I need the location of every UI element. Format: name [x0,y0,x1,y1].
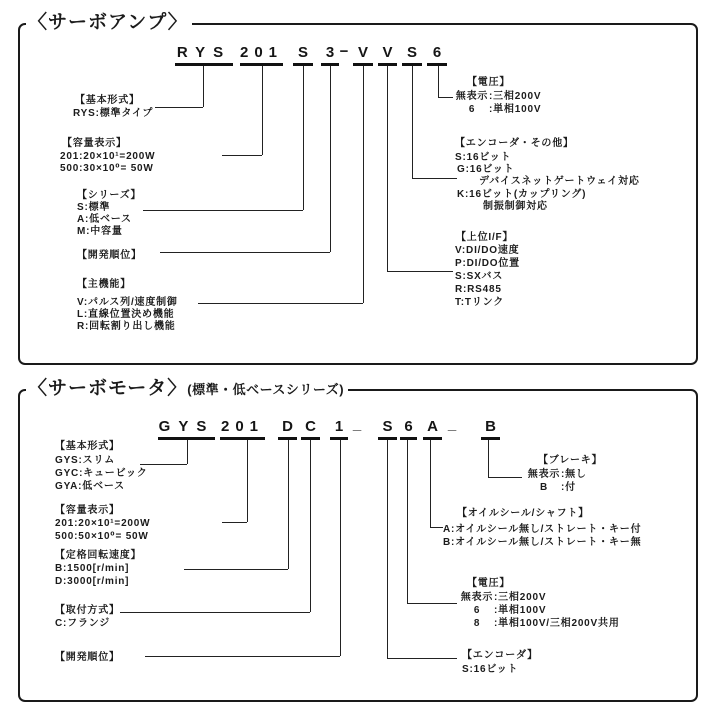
motor-speed-row: D:3000[r/min] [55,576,130,587]
connector-line [488,477,522,478]
connector-line [222,522,247,523]
option-label: :三相200V [494,592,547,603]
amp-code-mainfunc: V [357,44,368,61]
amp-encoder-row: S:16ビット [455,152,512,163]
amp-hostif-row: S:SXバス [455,271,504,282]
option-label: :付 [561,482,576,493]
servo-motor-title [26,376,348,402]
motor-code-separator: _ [352,416,362,433]
motor-capacity-title: 【容量表示】 [55,505,120,516]
motor-code-voltage: 6 [404,418,413,435]
code-underline [400,437,417,440]
motor-basic-title: 【基本形式】 [55,441,120,452]
amp-encoder-row: デバイスネットゲートウェイ対応 [479,176,640,187]
option-label: :単相100V [489,104,542,115]
amp-encoder-title: 【エンコーダ・その他】 [455,138,574,149]
connector-line [430,527,443,528]
amp-voltage-title: 【電圧】 [467,77,511,88]
motor-brake-title: 【ブレーキ】 [538,455,603,466]
connector-line [387,66,388,271]
option-label: :単相100V/三相200V共用 [494,618,620,629]
connector-line [438,66,439,97]
motor-brake-row [527,482,576,494]
connector-line [184,569,288,570]
motor-encoder-row: S:16ビット [462,664,519,675]
connector-line [412,178,457,179]
amp-code-dash: − [339,43,349,60]
connector-line [120,612,310,613]
amp-voltage-row [455,91,541,103]
amp-basic-title: 【基本形式】 [75,95,140,106]
connector-line [310,440,311,612]
code-underline [175,63,233,66]
connector-line [387,271,453,272]
connector-line [247,440,248,522]
connector-line [155,107,203,108]
motor-basic-row: GYA:低ベース [55,481,125,492]
option-code: 無表示 [455,91,489,102]
connector-line [303,66,304,210]
amp-capacity-row: 500:30×10⁰= 50W [60,163,154,174]
motor-code-separator: _ [447,416,457,433]
connector-line [387,440,388,658]
amp-hostif-row: T:Tリンク [455,297,505,308]
amp-series-row: M:中容量 [77,226,123,237]
amp-mainfunc-title: 【主機能】 [77,279,131,290]
option-label: :三相200V [489,91,542,102]
motor-oilseal-row: A:オイルシール無し/ストレート・キー付 [443,524,642,535]
option-code: 無表示 [527,469,561,480]
connector-line [387,658,457,659]
option-code: 6 [468,104,476,115]
option-code: 8 [473,618,481,629]
connector-line [143,210,303,211]
option-label: :無し [561,469,587,480]
motor-code-devorder: 1 [334,418,344,435]
connector-line [407,440,408,603]
code-underline [220,437,265,440]
connector-line [262,66,263,155]
amp-encoder-row: 制振制御対応 [483,201,548,212]
connector-line [140,464,187,465]
amp-hostif-row: R:RS485 [455,284,502,295]
motor-capacity-row: 500:50×10⁰= 50W [55,531,149,542]
motor-code-brake: B [485,418,496,435]
motor-voltage-row [460,605,546,617]
amp-code-series: S [297,44,308,61]
option-code: 無表示 [460,592,494,603]
code-underline [423,437,442,440]
amp-mainfunc-row: L:直線位置決め機能 [77,309,175,320]
connector-line [203,66,204,107]
servo-motor-title-sub: (標準・低ベースシリーズ) [187,382,345,397]
connector-line [288,440,289,569]
motor-voltage-row [460,618,620,630]
connector-line [187,440,188,464]
motor-devorder-title: 【開発順位】 [55,652,120,663]
code-underline [481,437,500,440]
motor-code-encoder: S [382,418,393,435]
motor-mounting-title: 【取付方式】 [55,605,120,616]
amp-series-title: 【シリーズ】 [77,190,142,201]
connector-line [438,97,453,98]
connector-line [363,66,364,303]
amp-hostif-row: P:DI/DO位置 [455,258,520,269]
connector-line [407,603,457,604]
motor-basic-row: GYS:スリム [55,455,116,466]
connector-line [198,303,363,304]
motor-basic-row: GYC:キュービック [55,468,148,479]
connector-line [145,656,340,657]
code-underline [427,63,447,66]
motor-capacity-row: 201:20×10¹=200W [55,518,151,529]
motor-code-capacity: 201 [220,418,265,435]
connector-line [222,155,262,156]
connector-line [430,440,431,527]
amp-hostif-row: V:DI/DO速度 [455,245,520,256]
amp-capacity-row: 201:20×10¹=200W [60,151,156,162]
motor-code-speed: D [282,418,293,435]
amp-code-encoder: S [406,44,417,61]
motor-oilseal-title: 【オイルシール/シャフト】 [457,508,590,519]
amp-code-capacity: 201 [240,44,284,61]
amp-encoder-row: K:16ビット(カップリング) [457,189,587,200]
motor-speed-title: 【定格回転速度】 [55,550,142,561]
amp-voltage-row [455,104,541,116]
motor-brake-row [527,469,587,481]
amp-capacity-title: 【容量表示】 [62,138,127,149]
motor-code-oilseal: A [427,418,438,435]
servo-amp-title: 〈サーボアンプ〉 [26,10,192,36]
connector-line [412,66,413,178]
motor-mounting-row: C:フランジ [55,618,111,629]
amp-code-devorder: 3 [325,44,335,61]
amp-mainfunc-row: V:パルス列/速度制御 [77,297,178,308]
code-underline [330,437,348,440]
motor-code-basic: GYS [158,418,215,435]
option-label: :単相100V [494,605,547,616]
connector-line [160,252,330,253]
option-code: 6 [473,605,481,616]
connector-line [330,66,331,252]
amp-encoder-row: G:16ビット [457,164,515,175]
connector-line [340,440,341,656]
amp-series-row: A:低ベース [77,214,132,225]
amp-mainfunc-row: R:回転割り出し機能 [77,321,176,332]
amp-code-basic: RYS [176,44,232,61]
amp-devorder-title: 【開発順位】 [77,250,142,261]
servo-motor-title-main: 〈サーボモータ〉 [28,378,188,399]
amp-series-row: S:標準 [77,202,111,213]
amp-basic-row: RYS:標準タイプ [73,108,154,119]
motor-speed-row: B:1500[r/min] [55,563,130,574]
connector-line [488,440,489,477]
motor-oilseal-row: B:オイルシール無し/ストレート・キー無 [443,537,642,548]
amp-code-voltage: 6 [432,44,442,61]
option-code: B [539,482,549,493]
motor-voltage-row [460,592,546,604]
amp-code-hostif: V [382,44,393,61]
motor-voltage-title: 【電圧】 [467,578,511,589]
amp-hostif-title: 【上位I/F】 [456,232,514,243]
motor-encoder-title: 【エンコーダ】 [462,650,538,661]
motor-code-mounting: C [305,418,316,435]
